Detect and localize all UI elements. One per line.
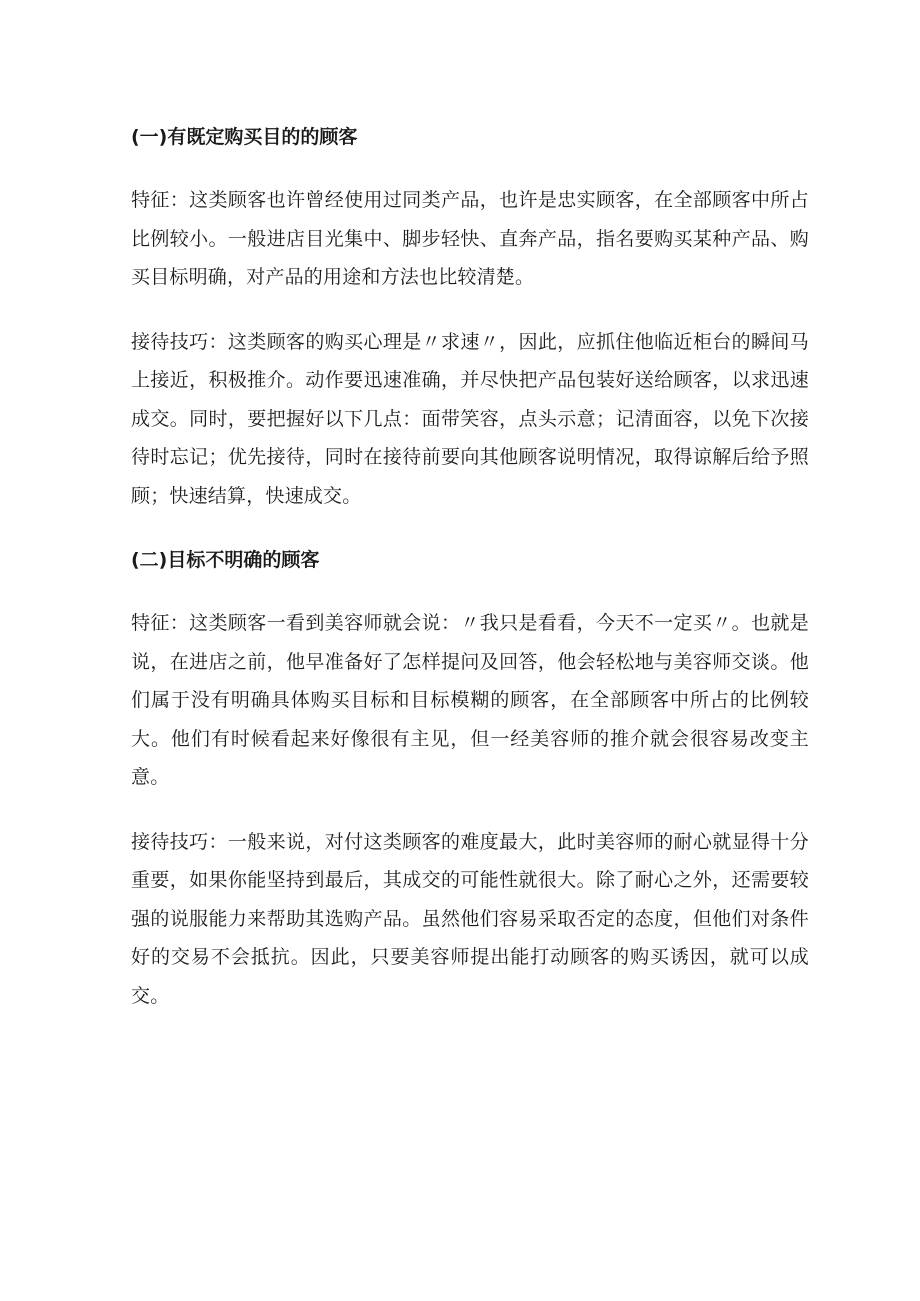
section-heading: (二)目标不明确的顾客 [131, 549, 320, 571]
section-fixed-purpose-customers [131, 118, 809, 515]
paragraph-characteristics: 特征：这类顾客也许曾经使用过同类产品，也许是忠实顾客，在全部顾客中所占比例较小。一般进店目光集中、脚步轻快、直奔产品，指名要购买某种产品、购买目标明确，对产品的用途和方法也比较清楚。 [131, 189, 809, 288]
paragraph-characteristics: 特征：这类顾客一看到美容师就会说：〃我只是看看，今天不一定买〃。也就是说，在进店之前，他早准备好了怎样提问及回答，他会轻松地与美容师交谈。他们属于没有明确具体购买目标和目标模糊的顾客，在全部顾客中所占的比例较大。他们有时候看起来好像很有主见，但一经美容师的推介就会很容易改变主意。 [131, 612, 809, 788]
section-unclear-goal-customers [131, 541, 809, 1015]
document-body [131, 118, 809, 1041]
section-heading: (一)有既定购买目的的顾客 [131, 126, 358, 148]
paragraph-reception-tips: 接待技巧：这类顾客的购买心理是〃求速〃，因此，应抓住他临近柜台的瞬间马上接近，积极推介。动作要迅速准确，并尽快把产品包装好送给顾客，以求迅速成交。同时，要把握好以下几点：面带笑容，点头示意；记清面容，以免下次接待时忘记；优先接待，同时在接待前要向其他顾客说明情况，取得谅解后给予照顾；快速结算，快速成交。 [131, 330, 809, 507]
paragraph-reception-tips: 接待技巧：一般来说，对付这类顾客的难度最大，此时美容师的耐心就显得十分重要，如果你能坚持到最后，其成交的可能性就很大。除了耐心之外，还需要较强的说服能力来帮助其选购产品。虽然他们容易采取否定的态度，但他们对条件好的交易不会抵抗。因此，只要美容师提出能打动顾客的购买诱因，就可以成交。 [131, 830, 809, 1007]
